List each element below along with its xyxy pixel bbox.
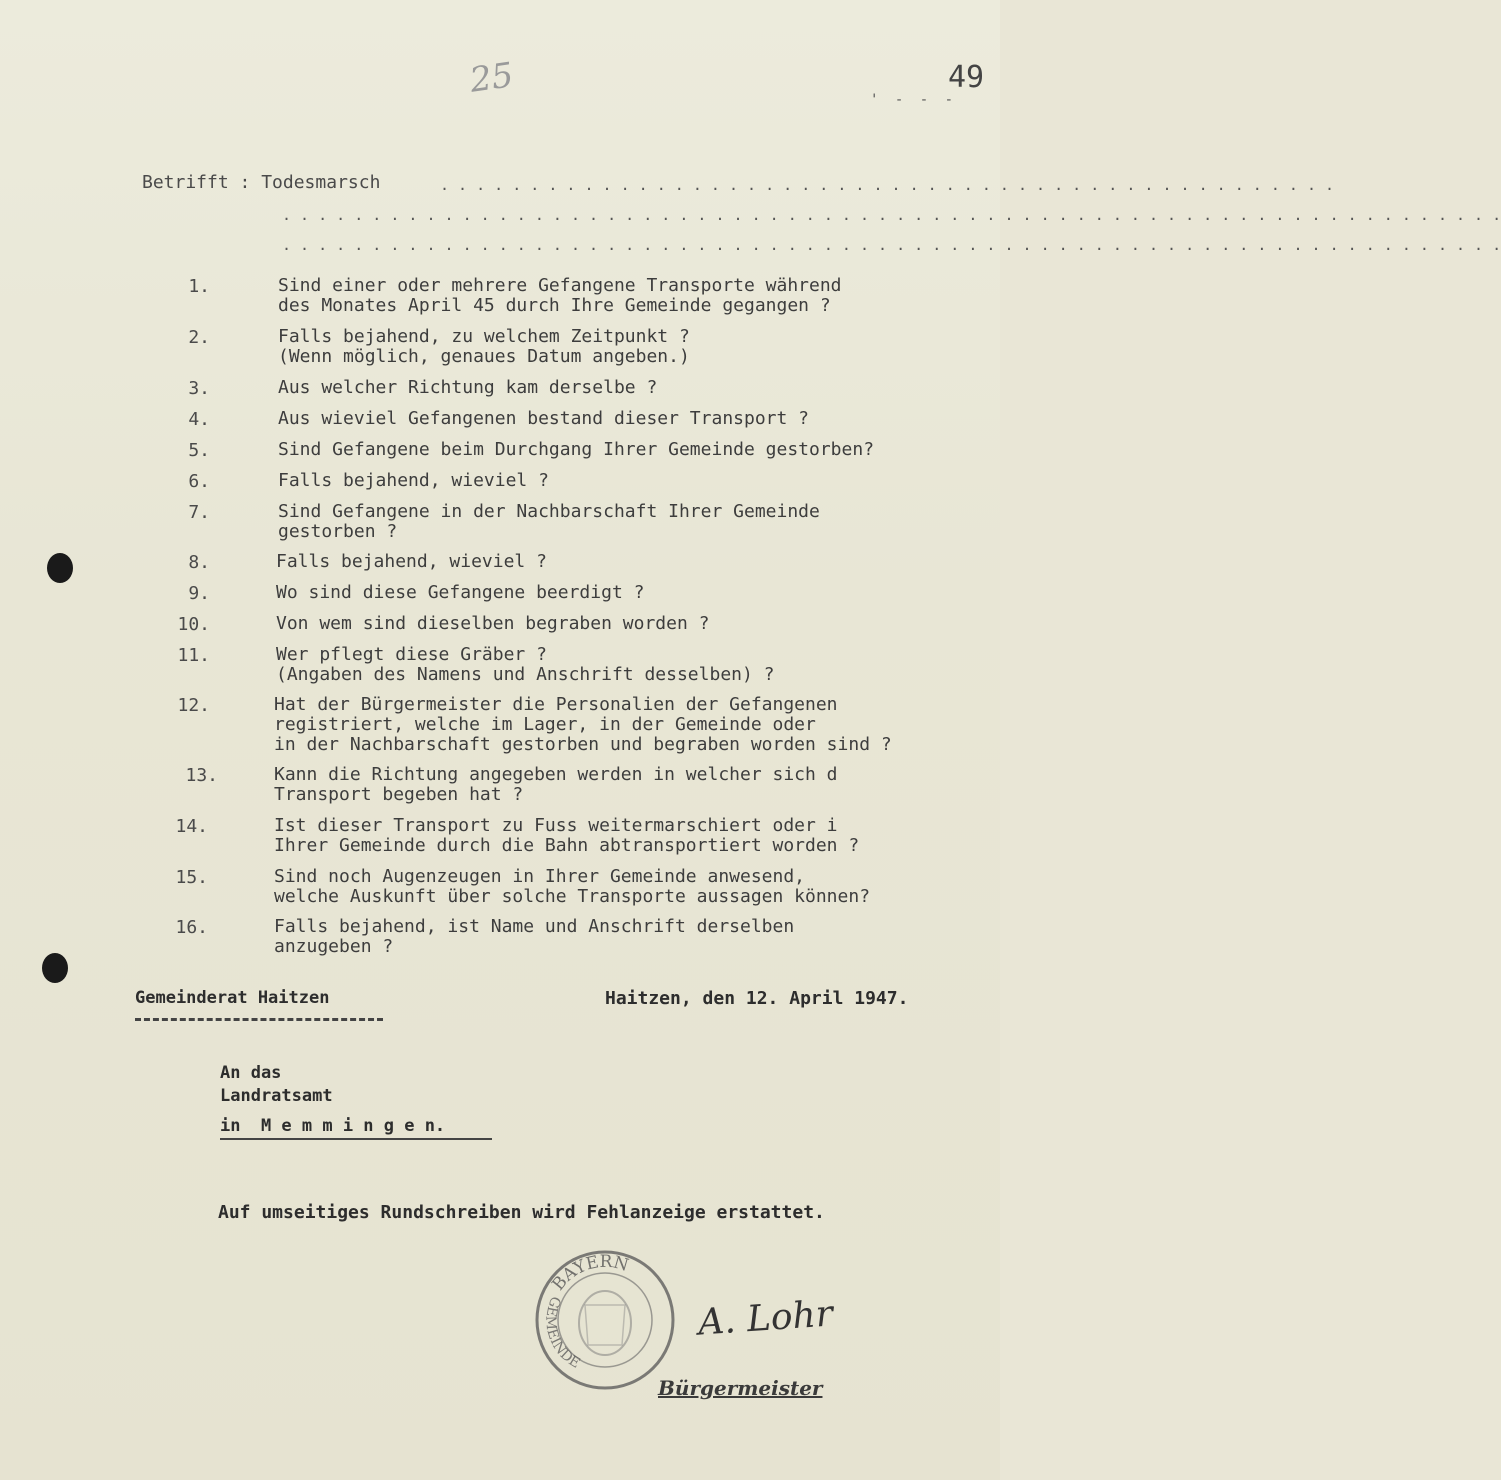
question-text: Sind noch Augenzeugen in Ihrer Gemeinde anwesend, welche Auskunft über solche Transporte aussagen können? <box>274 866 871 907</box>
question-text: Falls bejahend, ist Name und Anschrift derselben anzugeben ? <box>274 916 795 957</box>
question-number: 15. <box>175 867 208 888</box>
question-number: 10. <box>177 614 210 635</box>
question-number: 3. <box>188 378 210 399</box>
page-number: 49 <box>948 60 985 95</box>
question-number: 5. <box>188 440 210 461</box>
question-number: 9. <box>188 583 210 604</box>
question-number: 1. <box>188 276 210 297</box>
recipient-line-2: Landratsamt <box>220 1086 333 1106</box>
response-statement: Auf umseitiges Rundschreiben wird Fehlanzeige erstattet. <box>218 1202 825 1223</box>
question-text: Wer pflegt diese Gräber ? (Angaben des Namens und Anschrift desselben) ? <box>276 644 775 685</box>
fill-dots-3: . . . . . . . . . . . . . . . . . . . . . . . . . . . . . . . . . . . . . . . . . . . . . . . . . . . . . . . . . . . . . . . . . . . . <box>282 236 1501 254</box>
place-date: Haitzen, den 12. April 1947. <box>605 988 909 1009</box>
punch-hole-upper <box>47 553 73 583</box>
question-number: 14. <box>175 816 208 837</box>
question-number: 2. <box>188 327 210 348</box>
question-text: Hat der Bürgermeister die Personalien der Gefangenen registriert, welche im Lager, in der Gemeinde oder in der Nachbarschaft gestorben und begraben worden sind ? <box>274 694 892 755</box>
question-text: Aus wieviel Gefangenen bestand dieser Transport ? <box>278 408 810 429</box>
question-text: Sind einer oder mehrere Gefangene Transporte während des Monates April 45 durch Ihre Gemeinde gegangen ? <box>278 275 842 316</box>
question-number: 6. <box>188 471 210 492</box>
subject-line: Betrifft : Todesmarsch <box>142 172 381 193</box>
question-text: Von wem sind dieselben begraben worden ? <box>276 613 710 634</box>
fill-dots-2: . . . . . . . . . . . . . . . . . . . . . . . . . . . . . . . . . . . . . . . . . . . . . . . . . . . . . . . . . . . . . . . . . . . . <box>282 206 1501 224</box>
handwritten-signature: A. Lohr <box>696 1293 835 1344</box>
recipient-underline <box>220 1138 492 1140</box>
question-text: Falls bejahend, wieviel ? <box>276 551 547 572</box>
question-number: 12. <box>177 695 210 716</box>
question-text: Sind Gefangene beim Durchgang Ihrer Gemeinde gestorben? <box>278 439 875 460</box>
pencil-note: 25 <box>467 55 516 101</box>
question-text: Aus welcher Richtung kam derselbe ? <box>278 377 658 398</box>
question-text: Falls bejahend, wieviel ? <box>278 470 549 491</box>
question-number: 11. <box>177 645 210 666</box>
question-text: Ist dieser Transport zu Fuss weitermarschiert oder i Ihrer Gemeinde durch die Bahn abtransportiert worden ? <box>274 815 860 856</box>
sender-name: Gemeinderat Haitzen <box>135 988 330 1008</box>
question-number: 8. <box>188 552 210 573</box>
stamp-text-top: BAYERN <box>548 1251 631 1295</box>
recipient-line-1: An das <box>220 1063 282 1083</box>
sender-underline <box>135 1018 383 1021</box>
question-number: 16. <box>175 917 208 938</box>
question-text: Kann die Richtung angegeben werden in welcher sich d Transport begeben hat ? <box>274 764 838 805</box>
municipal-seal-stamp <box>530 1245 680 1395</box>
question-number: 13. <box>185 765 218 786</box>
question-text: Sind Gefangene in der Nachbarschaft Ihrer Gemeinde gestorben ? <box>278 501 820 542</box>
question-text: Falls bejahend, zu welchem Zeitpunkt ? (Wenn möglich, genaues Datum angeben.) <box>278 326 690 367</box>
pencil-marks: ' - - - <box>870 92 958 108</box>
punch-hole-lower <box>42 953 68 983</box>
svg-text:BAYERN <box>548 1252 631 1295</box>
recipient-line-3: in M e m m i n g e n. <box>220 1116 446 1136</box>
question-text: Wo sind diese Gefangene beerdigt ? <box>276 582 645 603</box>
stamp-text-left: GEMEINDE <box>542 1293 583 1372</box>
question-number: 7. <box>188 502 210 523</box>
question-number: 4. <box>188 409 210 430</box>
signature-title: Bürgermeister <box>658 1376 823 1400</box>
fill-dots-1: . . . . . . . . . . . . . . . . . . . . . . . . . . . . . . . . . . . . . . . . . . . . . . . . . . <box>440 176 1335 194</box>
